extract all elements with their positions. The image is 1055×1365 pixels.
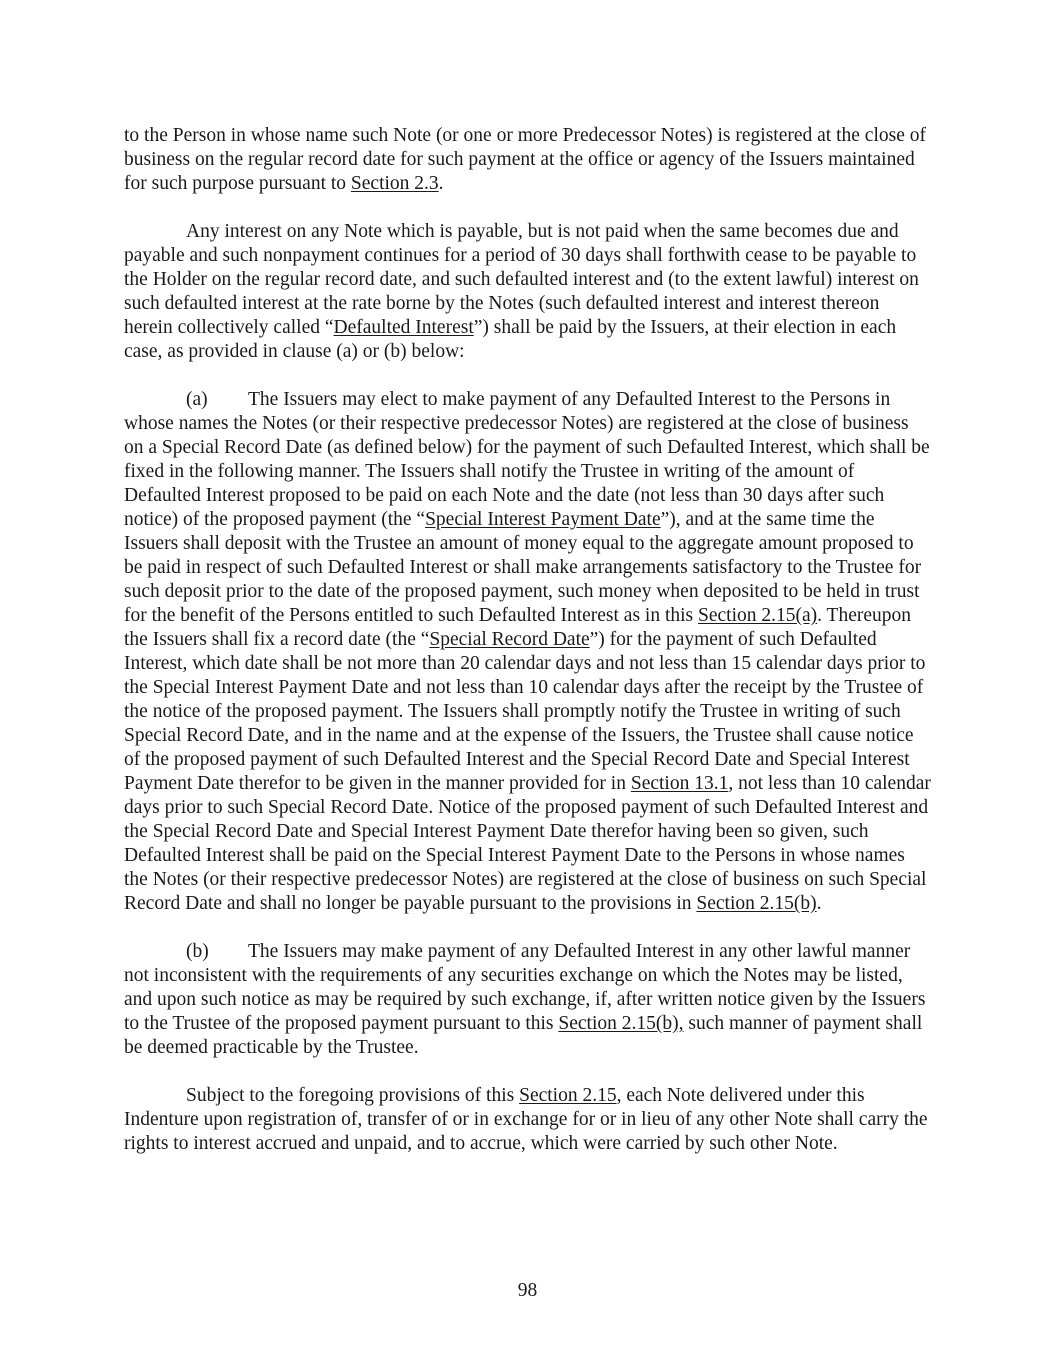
- section-reference: Section 2.15(b),: [558, 1013, 684, 1034]
- text: ”) shall be paid by the Issuers, at their election in each case, as provided in clause (a) or (b) below:: [124, 317, 897, 362]
- section-reference: Section 2.15(b): [696, 893, 817, 914]
- text: The Issuers may elect to make payment of any Defaulted Interest to the Persons in whose names the Notes (or their respective predecessor Notes) are registered at the close of business on a Special Record Date (as defined below) for the payment of such Defaulted Interest, which shall be fixed in the following manner. The Issuers shall notify the Trustee in writing of the amount of Defaulted Interest proposed to be paid on each Note and the date (not less than 30 days after such notice) of the proposed payment (the “: [124, 389, 930, 530]
- text: . Thereupon the Issuers shall fix a record date (the “: [124, 605, 912, 650]
- text: to the Person in whose name such Note (or one or more Predecessor Notes) is registered at the close of business on the regular record date for such payment at the office or agency of the Issuers maintained for such purpose pursuant to: [124, 125, 926, 194]
- text: .: [816, 893, 822, 914]
- paragraph-continuation: [124, 124, 932, 196]
- text: , not less than 10 calendar days prior to such Special Record Date. Notice of the proposed payment of such Defaulted Interest and the Special Record Date and Special Interest Payment Date therefor having been so given, such Defaulted Interest shall be paid on the Special Interest Payment Date to the Persons in whose names the Notes (or their respective predecessor Notes) are registered at the close of business on such Special Record Date and shall no longer be payable pursuant to the provisions in: [124, 773, 931, 914]
- clause-b: [124, 940, 932, 1060]
- text: Subject to the foregoing provisions of this: [186, 1085, 520, 1106]
- paragraph-defaulted-interest: [124, 220, 932, 364]
- section-reference: Section 13.1: [630, 773, 729, 794]
- section-reference: Section 2.15: [519, 1085, 617, 1106]
- defined-term: Defaulted Interest: [333, 317, 474, 338]
- clause-label: (a): [186, 389, 208, 410]
- clause-label: (b): [186, 941, 209, 962]
- text: .: [438, 173, 444, 194]
- paragraph-subject-to: [124, 1084, 932, 1156]
- text: ”), and at the same time the Issuers shall deposit with the Trustee an amount of money equal to the aggregate amount proposed to be paid in respect of such Defaulted Interest or shall make arrangements satisfactory to the Trustee for such deposit prior to the date of the proposed payment, such money when deposited to be held in trust for the benefit of the Persons entitled to such Defaulted Interest as in this: [124, 509, 922, 626]
- text: The Issuers may make payment of any Defaulted Interest in any other lawful manner not inconsistent with the requirements of any securities exchange on which the Notes may be listed, and upon such notice as may be required by such exchange, if, after written notice given by the Issuers to the Trustee of the proposed payment pursuant to this: [124, 941, 926, 1034]
- section-reference: Section 2.3: [350, 173, 439, 194]
- document-body: [124, 124, 932, 1180]
- page-number: 98: [517, 1280, 538, 1301]
- section-reference: Section 2.15(a): [698, 605, 818, 626]
- text: ”) for the payment of such Defaulted Interest, which date shall be not more than 20 calendar days and not less than 15 calendar days prior to the Special Interest Payment Date and not less than 10 calendar days after the receipt by the Trustee of the notice of the proposed payment. The Issuers shall promptly notify the Trustee in writing of such Special Record Date, and in the name and at the expense of the Issuers, the Trustee shall cause notice of the proposed payment of such Defaulted Interest and the Special Record Date and Special Interest Payment Date therefor to be given in the manner provided for in: [124, 629, 926, 794]
- text: Any interest on any Note which is payable, but is not paid when the same becomes due and payable and such nonpayment continues for a period of 30 days shall forthwith cease to be payable to the Holder on the regular record date, and such defaulted interest and (to the extent lawful) interest on such defaulted interest at the rate borne by the Notes (such defaulted interest and interest thereon herein collectively called “: [124, 221, 919, 338]
- defined-term: Special Record Date: [429, 629, 590, 650]
- defined-term: Special Interest Payment Date: [425, 509, 661, 530]
- text: such manner of payment shall be deemed practicable by the Trustee.: [124, 1013, 923, 1058]
- clause-a: [124, 388, 932, 916]
- text: , each Note delivered under this Indenture upon registration of, transfer of or in exchange for or in lieu of any other Note shall carry the rights to interest accrued and unpaid, and to accrue, which were carried by such other Note.: [124, 1085, 928, 1154]
